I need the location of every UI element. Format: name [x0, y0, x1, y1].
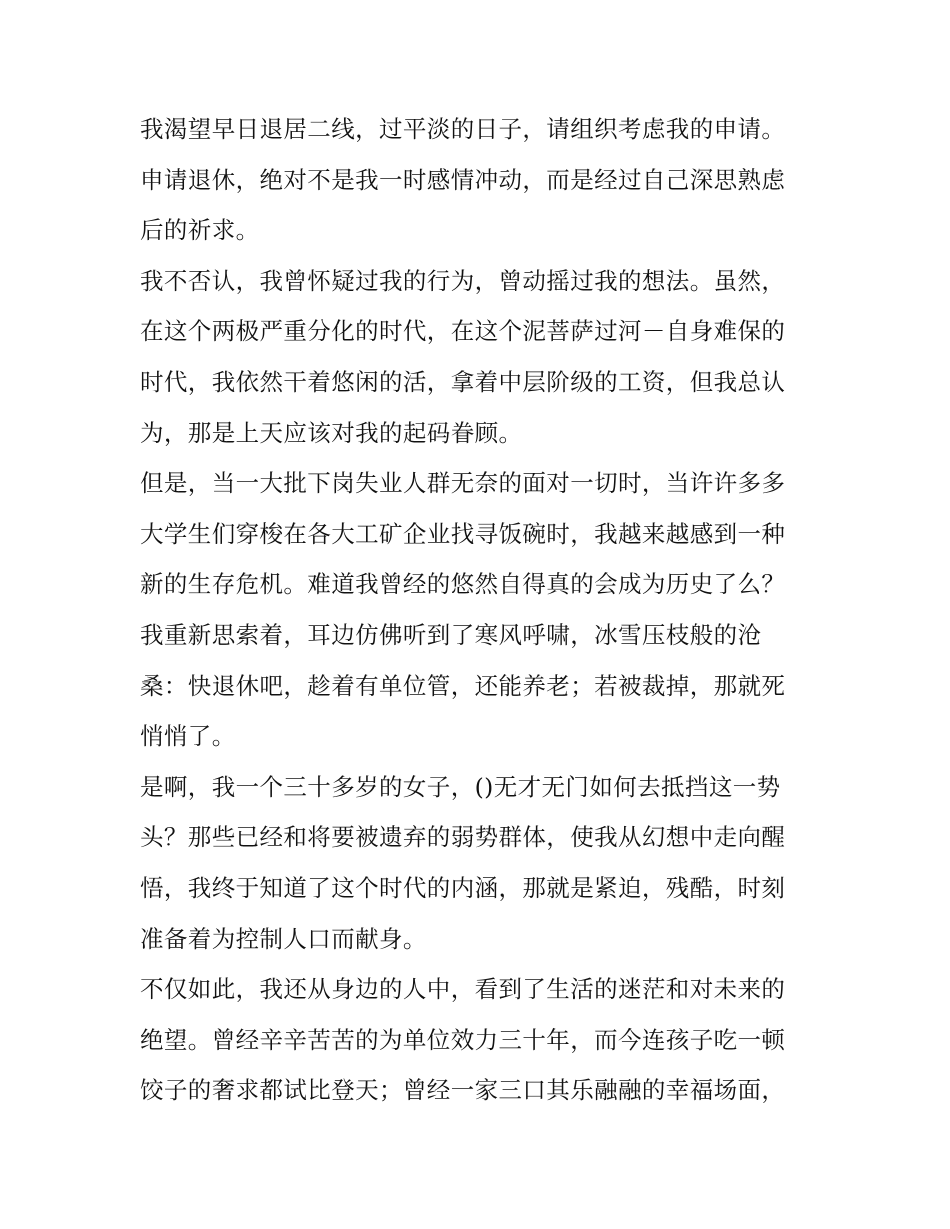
text-line: 绝望。曾经辛辛苦苦的为单位效力三十年，而今连孩子吃一顿 — [140, 1025, 786, 1054]
text-line: 悟，我终于知道了这个时代的内涵，那就是紧迫，残酷，时刻 — [140, 873, 786, 902]
text-line: 新的生存危机。难道我曾经的悠然自得真的会成为历史了么？ — [140, 570, 786, 599]
text-line: 为，那是上天应该对我的起码眷顾。 — [140, 418, 523, 447]
document-body — [140, 104, 820, 1116]
text-line: 不仅如此，我还从身边的人中，看到了生活的迷茫和对未来的 — [140, 975, 786, 1004]
text-line: 后的祈求。 — [140, 216, 260, 245]
text-line: 我渴望早日退居二线，过平淡的日子，请组织考虑我的申请。 — [140, 115, 786, 143]
text-line: 桑：快退休吧，趁着有单位管，还能养老；若被裁掉，那就死 — [140, 671, 786, 700]
text-line: 头？那些已经和将要被遗弃的弱势群体，使我从幻想中走向醒 — [140, 823, 786, 852]
text-line: 饺子的奢求都试比登天；曾经一家三口其乐融融的幸福场面， — [140, 1076, 786, 1105]
text-line: 申请退休，绝对不是我一时感情冲动，而是经过自己深思熟虑 — [140, 165, 786, 194]
text-line: 大学生们穿梭在各大工矿企业找寻饭碗时，我越来越感到一种 — [140, 519, 786, 548]
text-line: 我重新思索着，耳边仿佛听到了寒风呼啸，冰雪压枝般的沧 — [140, 620, 762, 649]
text-line: 是啊，我一个三十多岁的女子，()无才无门如何去抵挡这一势 — [140, 772, 781, 801]
text-line: 但是，当一大批下岗失业人群无奈的面对一切时，当许许多多 — [140, 469, 786, 498]
text-line: 我不否认，我曾怀疑过我的行为，曾动摇过我的想法。虽然， — [140, 266, 786, 295]
text-line: 在这个两极严重分化的时代，在这个泥菩萨过河－自身难保的 — [140, 317, 786, 346]
text-line: 准备着为控制人口而献身。 — [140, 924, 427, 953]
text-line: 时代，我依然干着悠闲的活，拿着中层阶级的工资，但我总认 — [140, 367, 786, 396]
text-line: 悄悄了。 — [140, 722, 236, 751]
